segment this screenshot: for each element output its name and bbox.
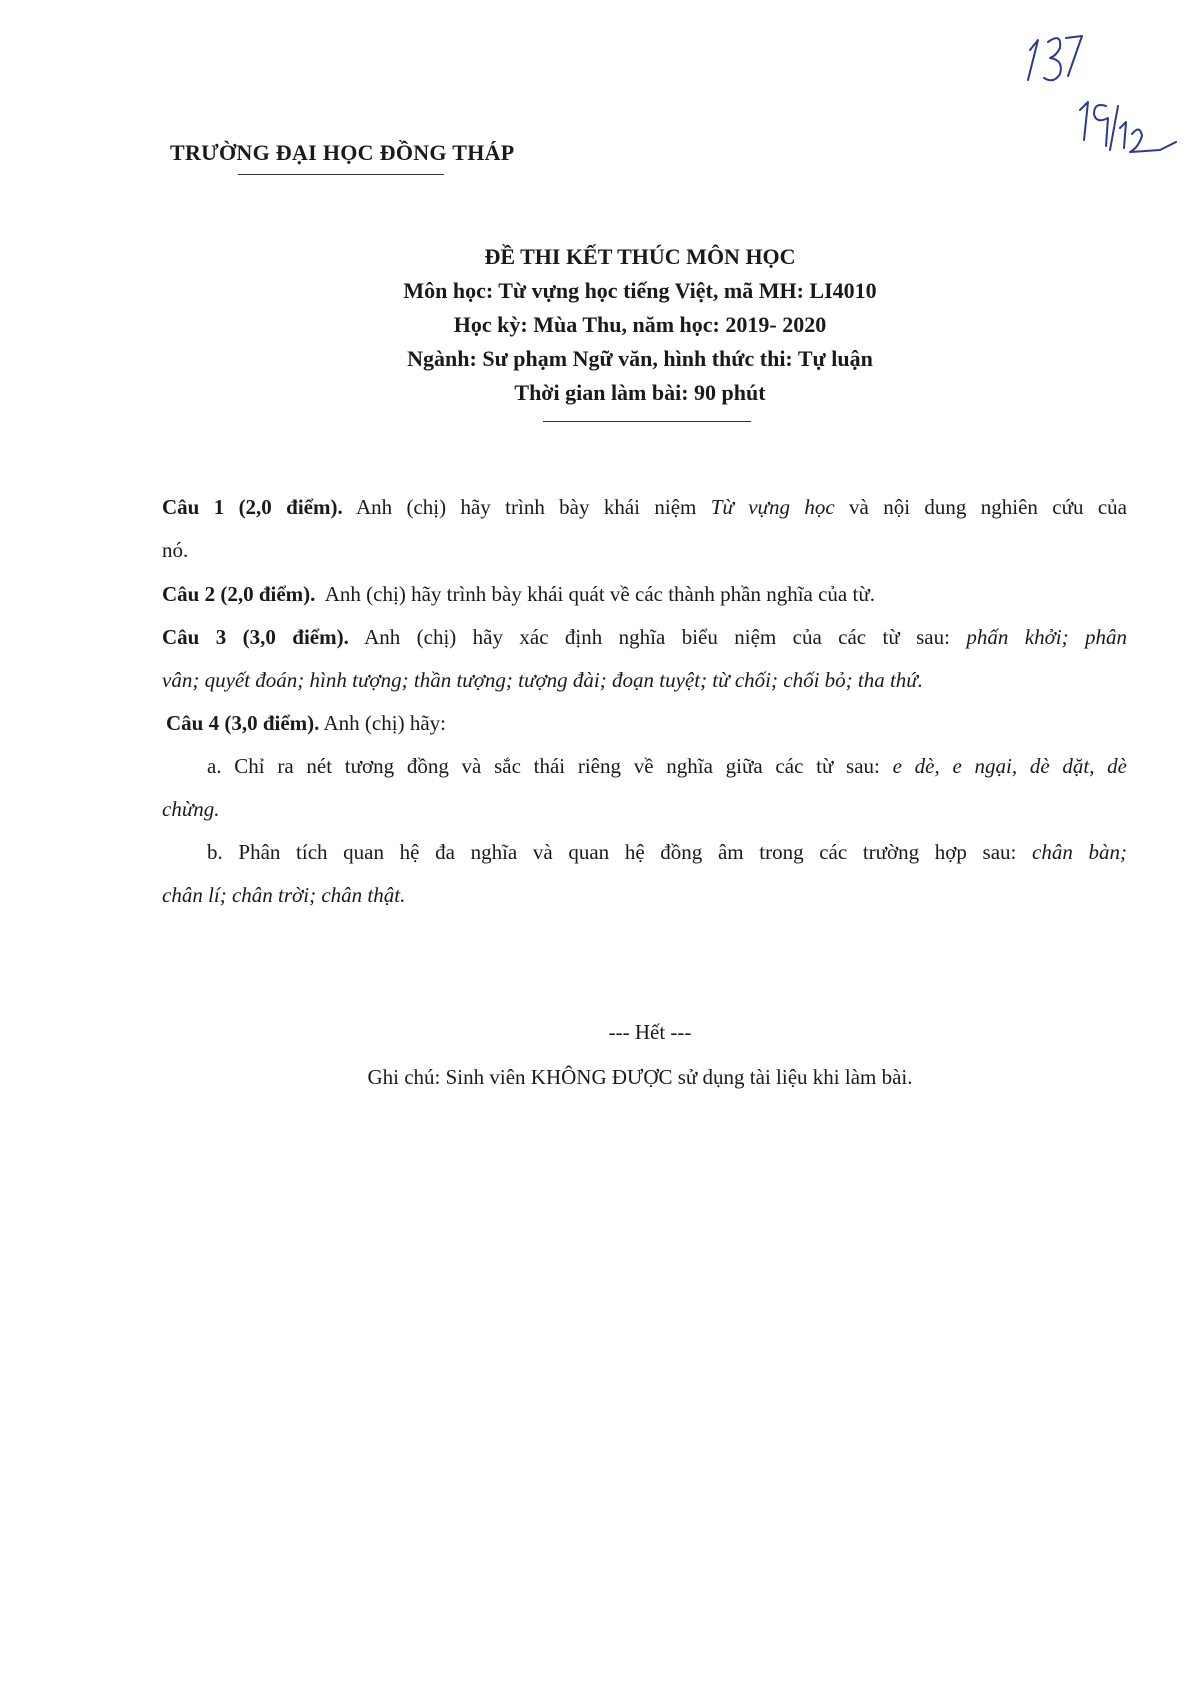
footer-note: Ghi chú: Sinh viên KHÔNG ĐƯỢC sử dụng tài liệu khi làm bài. [367, 1065, 913, 1089]
question-2-text: Anh (chị) hãy trình bày khái quát về các thành phần nghĩa của từ. [324, 582, 875, 606]
school-underline [238, 174, 444, 175]
question-1-text: Anh (chị) hãy trình bày khái niệm [355, 495, 697, 519]
question-3-text: Anh (chị) hãy xác định nghĩa biểu niệm của các từ sau: [364, 625, 950, 649]
question-4b-text: b. Phân tích quan hệ đa nghĩa và quan hệ đồng âm trong các trường hợp sau: [207, 840, 1017, 864]
exam-semester: Học kỳ: Mùa Thu, năm học: 2019- 2020 [453, 312, 827, 337]
question-4a-words-cont: chừng. [162, 797, 220, 821]
question-1-text-cont: và nội dung nghiên cứu của [849, 495, 1127, 519]
exam-title: ĐỀ THI KẾT THÚC MÔN HỌC [484, 244, 796, 269]
question-4a-words: e dè, e ngại, dè dặt, dè [892, 754, 1128, 778]
exam-subject: Môn học: Từ vựng học tiếng Việt, mã MH: LI4010 [403, 278, 877, 303]
question-3-words: phấn khởi; phân [966, 625, 1128, 649]
exam-header [300, 240, 980, 410]
school-name: TRƯỜNG ĐẠI HỌC ĐỒNG THÁP [170, 140, 515, 165]
question-3 [162, 616, 1127, 702]
end-mark: --- Hết --- [608, 1020, 692, 1044]
header-divider [543, 421, 751, 422]
question-2 [162, 573, 1127, 616]
question-4b-words-cont: chân lí; chân trời; chân thật. [162, 883, 406, 907]
exam-major: Ngành: Sư phạm Ngữ văn, hình thức thi: Tự luận [407, 346, 873, 371]
question-1-term: Từ vựng học [710, 495, 835, 519]
handwritten-annotation [1010, 10, 1180, 160]
exam-duration: Thời gian làm bài: 90 phút [514, 380, 766, 405]
question-4-label: Câu 4 (3,0 điểm). [166, 711, 320, 735]
question-2-label: Câu 2 (2,0 điểm). [162, 582, 316, 606]
question-1 [162, 486, 1127, 572]
question-3-label: Câu 3 (3,0 điểm). [162, 625, 349, 649]
question-4b-words: chân bàn; [1032, 840, 1127, 864]
question-1-text-end: nó. [162, 538, 189, 562]
question-4a-text: a. Chỉ ra nét tương đồng và sắc thái riêng về nghĩa giữa các từ sau: [207, 754, 880, 778]
question-3-words-cont: vân; quyết đoán; hình tượng; thần tượng; tượng đài; đoạn tuyệt; từ chối; chối bỏ; tha thứ. [162, 668, 924, 692]
question-4 [162, 702, 1127, 917]
question-4-text: Anh (chị) hãy: [323, 711, 446, 735]
question-1-label: Câu 1 (2,0 điểm). [162, 495, 343, 519]
